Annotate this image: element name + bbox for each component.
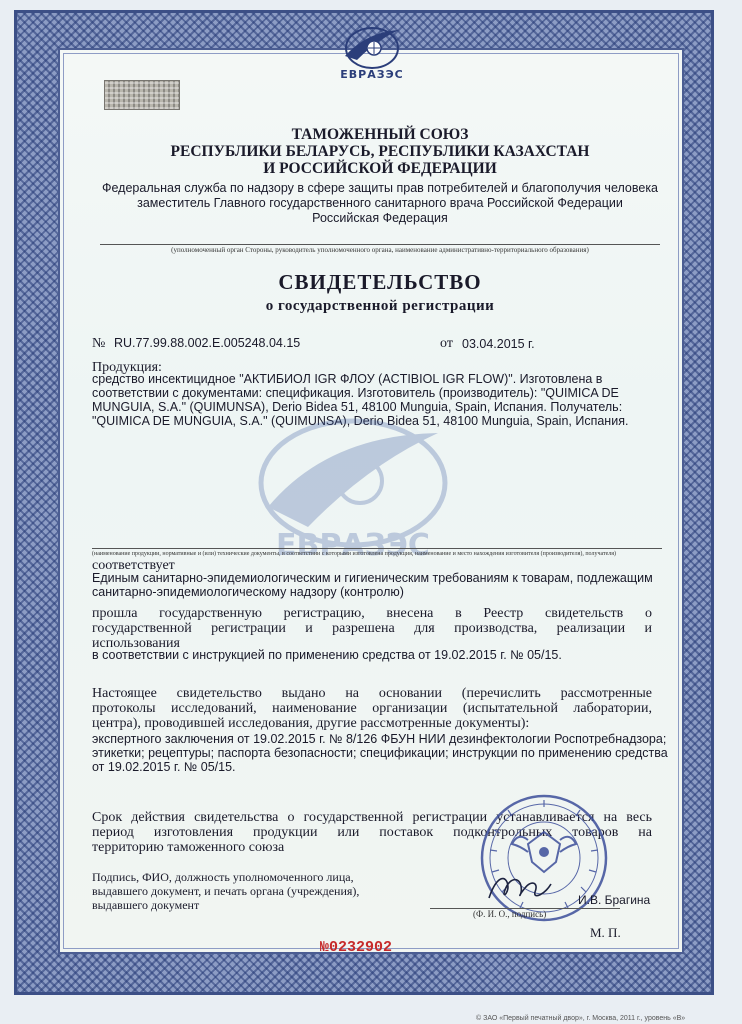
header-union: ТАМОЖЕННЫЙ СОЮЗ	[291, 126, 469, 143]
product-line2: соответствии с документами: спецификация. Изготовитель (производитель): "QUIMICA DE	[92, 386, 619, 400]
handwritten-signature-icon	[485, 870, 555, 906]
conformity-label: соответствует	[92, 558, 175, 573]
reg-number: RU.77.99.88.002.E.005248.04.15	[114, 336, 301, 350]
conformity-line1: Единым санитарно-эпидемиологическим и гигиеническим требованиям к товарам, подлежащим	[92, 571, 653, 585]
product-line3: MUNGUIA, S.A." (QUIMUNSA), Derio Bidea 51, 48100 Munguia, Spain, Испания. Получатель:	[92, 400, 623, 414]
authority-caption: (уполномоченный орган Стороны, руководитель уполномоченного органа, наименование административно-территориального образования)	[171, 246, 589, 254]
validity-line3: территорию таможенного союза	[92, 840, 285, 855]
basis-line4: экспертного заключения от 19.02.2015 г. № 8/126 ФБУН НИИ дезинфектологии Роспотребнадзора;	[92, 732, 667, 746]
registry-line1: прошла государственную регистрацию, внесена в Реестр свидетельств о	[92, 606, 652, 621]
registry-line2: государственной регистрации и разрешена для производства, реализации и	[92, 621, 652, 636]
hologram-sticker	[104, 80, 180, 110]
mp-mark: М. П.	[590, 925, 621, 940]
product-line4: "QUIMICA DE MUNGUIA, S.A." (QUIMUNSA), Derio Bidea 51, 48100 Munguia, Spain, Испания.	[92, 414, 629, 428]
signatory-name: И.В. Брагина	[578, 893, 651, 907]
product-label: Продукция:	[92, 360, 162, 375]
product-underline	[92, 548, 662, 549]
signature-label-line1: Подпись, ФИО, должность уполномоченного лица,	[92, 870, 354, 884]
logo-text: ЕВРАЗЭС	[340, 68, 404, 81]
evrazes-logo	[327, 22, 417, 88]
certificate-subtitle: о государственной регистрации	[265, 298, 495, 314]
registry-line3: использования	[92, 636, 180, 651]
reg-number-prefix: №	[92, 336, 106, 351]
basis-line6: от 19.02.2015 г. № 05/15.	[92, 760, 236, 774]
signature-caption: (Ф. И. О., подпись)	[473, 909, 547, 919]
validity-line1: Срок действия свидетельства о государственной регистрации устанавливается на весь	[92, 810, 652, 825]
printer-footer: © ЗАО «Первый печатный двор», г. Москва, 2011 г., уровень «В»	[476, 1015, 686, 1022]
product-caption: (наименование продукции, нормативные и (или) технические документы, в соответствии с которыми изготовлена продукция, наименование и место нахождения изготовителя (производителя), получателя)	[92, 551, 617, 557]
reg-date-prefix: от	[440, 336, 453, 351]
registry-line4: в соответствии с инструкцией по применению средства от 19.02.2015 г. № 05/15.	[92, 648, 562, 662]
authority-line1: Федеральная служба по надзору в сфере защиты прав потребителей и благополучия человека	[101, 181, 659, 195]
basis-line5: этикетки; рецептуры; паспорта безопасности; спецификации; инструкции по применению средства	[92, 746, 668, 760]
evrazes-watermark-icon	[248, 415, 458, 565]
product-line1: средство инсектицидное "АКТИБИОЛ IGR ФЛОУ (ACTIBIOL IGR FLOW)". Изготовлена в	[92, 372, 603, 386]
validity-line2: период изготовления продукции или поставок подконтрольных товаров на	[92, 825, 652, 840]
reg-date: 03.04.2015 г.	[462, 337, 535, 351]
basis-line1: Настоящее свидетельство выдано на основании (перечислить рассмотренные	[92, 686, 652, 701]
authority-underline	[100, 244, 660, 245]
basis-line3: центра), проводившей исследования, другие рассмотренные документы):	[92, 716, 530, 731]
certificate-title: СВИДЕТЕЛЬСТВО	[278, 270, 482, 294]
evrazes-emblem-icon	[337, 22, 407, 70]
authority-line2: заместитель Главного государственного санитарного врача Российской Федерации	[137, 196, 623, 210]
signature-label-line3: выдавшего документ	[92, 898, 200, 912]
authority-line3: Российская Федерация	[312, 211, 448, 225]
conformity-line2: санитарно-эпидемиологическому надзору (контролю)	[92, 585, 404, 599]
serial-number: №0232902	[320, 939, 393, 956]
header-republics: РЕСПУБЛИКИ БЕЛАРУСЬ, РЕСПУБЛИКИ КАЗАХСТАН	[170, 143, 590, 160]
header-russia: И РОССИЙСКОЙ ФЕДЕРАЦИИ	[263, 160, 497, 177]
signature-label-line2: выдавшего документ, и печать органа (учреждения),	[92, 884, 360, 898]
svg-text:ЕВРАЗЭС: ЕВРАЗЭС	[276, 528, 430, 563]
basis-line2: протоколы исследований, наименование организации (испытательной лаборатории,	[92, 701, 652, 716]
